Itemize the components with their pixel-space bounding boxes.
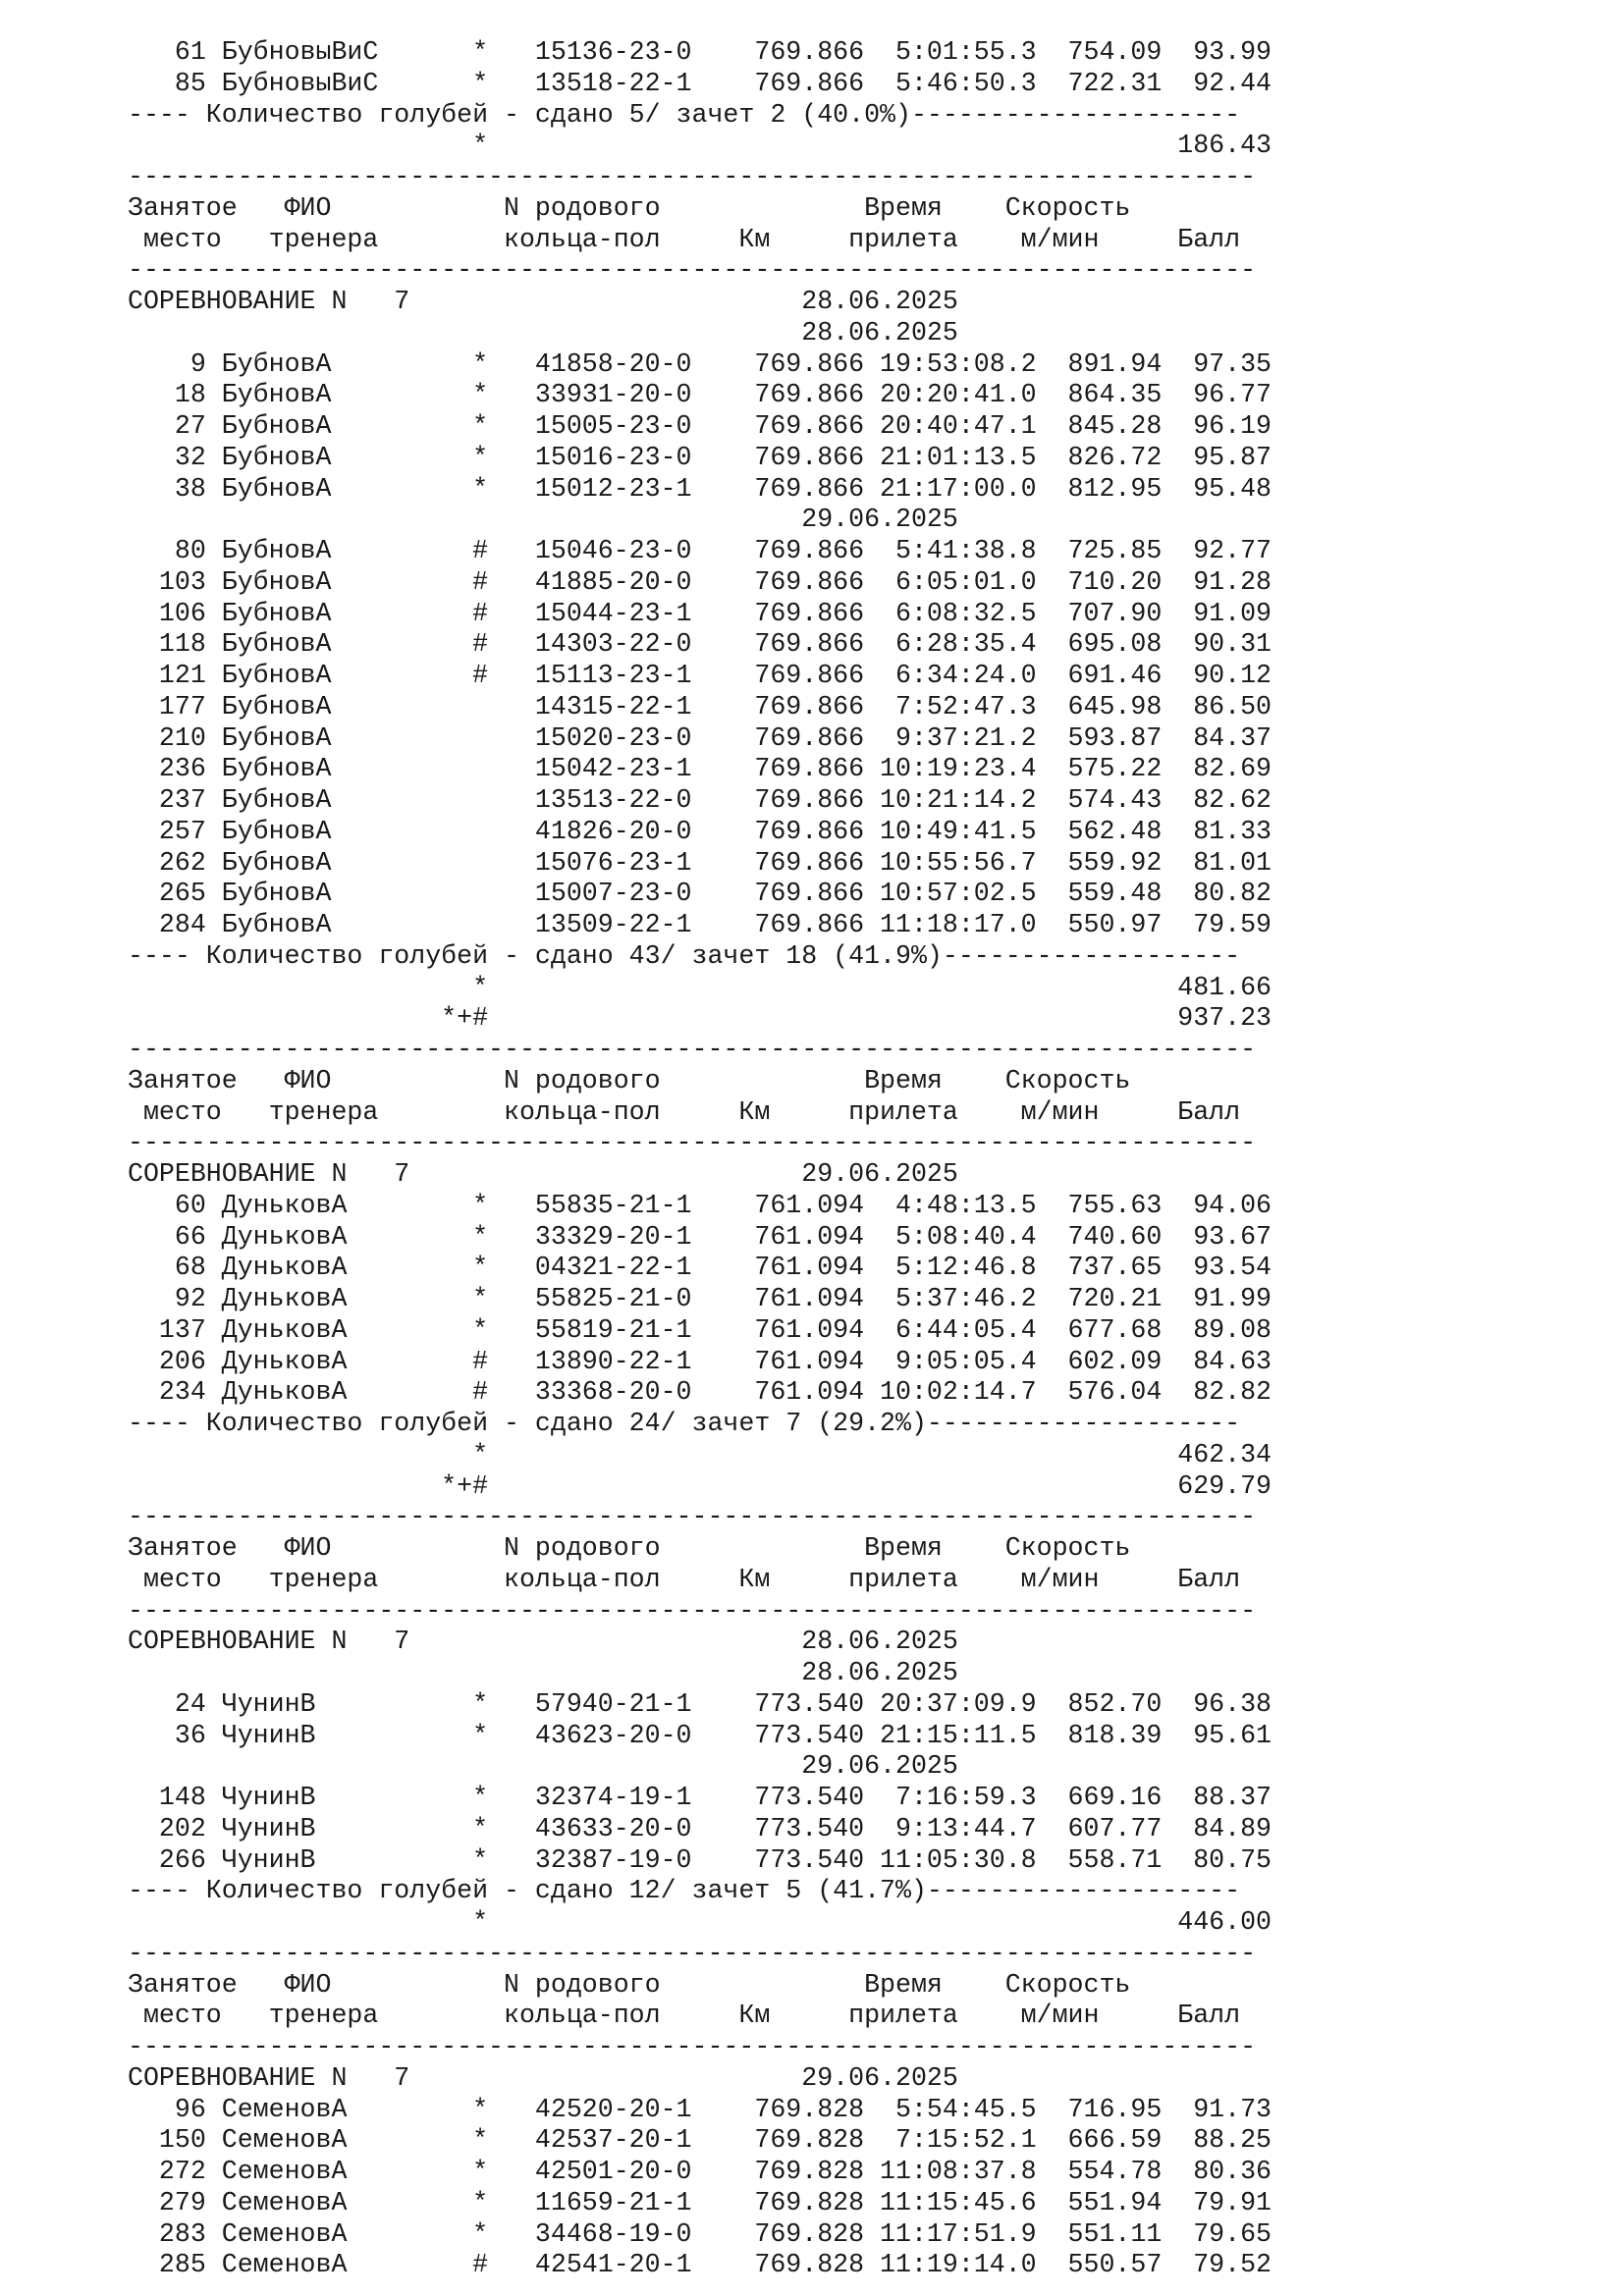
result-row: 103 БубновА # 41885-20-0 769.866 6:05:01.0 710.20 91.28 — [128, 566, 1272, 597]
competition-header-line: СОРЕВНОВАНИЕ N 7 28.06.2025 — [128, 1627, 958, 1657]
result-row: 206 ДуньковА # 13890-22-1 761.094 9:05:05.4 602.09 84.63 — [128, 1346, 1272, 1376]
result-row: 61 БубновыВиС * 15136-23-0 769.866 5:01:55.3 754.09 93.99 — [128, 37, 1272, 67]
summary-line: ---- Количество голубей - сдано 5/ зачет 2 (40.0%)--------------------- — [128, 99, 1241, 130]
result-row: 257 БубновА 41826-20-0 769.866 10:49:41.5 562.48 81.33 — [128, 816, 1272, 846]
result-row: 237 БубновА 13513-22-0 769.866 10:21:14.2 574.43 82.62 — [128, 785, 1272, 815]
result-row: 118 БубновА # 14303-22-0 769.866 6:28:35.4 695.08 90.31 — [128, 629, 1272, 660]
result-row: 9 БубновА * 41858-20-0 769.866 19:53:08.2 891.94 97.35 — [128, 348, 1272, 379]
result-row: 150 СеменовА * 42537-20-1 769.828 7:15:52.1 666.59 88.25 — [128, 2125, 1272, 2156]
result-row: 85 БубновыВиС * 13518-22-1 769.866 5:46:50.3 722.31 92.44 — [128, 68, 1272, 98]
table-header-line: Занятое ФИО N родового Время Скорость — [128, 1533, 1131, 1563]
table-header-line: место тренера кольца-пол Км прилета м/мин Балл — [128, 224, 1241, 254]
result-row: 106 БубновА # 15044-23-1 769.866 6:08:32.5 707.90 91.09 — [128, 598, 1272, 628]
competition-header-line: СОРЕВНОВАНИЕ N 7 29.06.2025 — [128, 1159, 958, 1189]
result-row: 32 БубновА * 15016-23-0 769.866 21:01:13.5 826.72 95.87 — [128, 442, 1272, 472]
result-row: 27 БубновА * 15005-23-0 769.866 20:40:47.1 845.28 96.19 — [128, 411, 1272, 441]
separator-line: ------------------------------------------------------------------------ — [128, 162, 1257, 191]
total-line: * 186.43 — [128, 131, 1272, 161]
result-row: 279 СеменовА * 11659-21-1 769.828 11:15:45.6 551.94 79.91 — [128, 2187, 1272, 2217]
total-line: * 481.66 — [128, 972, 1272, 1002]
result-row: 137 ДуньковА * 55819-21-1 761.094 6:44:05.4 677.68 89.08 — [128, 1314, 1272, 1345]
table-header-line: Занятое ФИО N родового Время Скорость — [128, 1065, 1131, 1095]
result-row: 283 СеменовА * 34468-19-0 769.828 11:17:51.9 551.11 79.65 — [128, 2218, 1272, 2249]
date-line: 29.06.2025 — [128, 1751, 958, 1782]
result-row: 210 БубновА 15020-23-0 769.866 9:37:21.2 593.87 84.37 — [128, 722, 1272, 753]
result-row: 265 БубновА 15007-23-0 769.866 10:57:02.5 559.48 80.82 — [128, 879, 1272, 909]
result-row: 38 БубновА * 15012-23-1 769.866 21:17:00.0 812.95 95.48 — [128, 473, 1272, 504]
result-row: 266 ЧунинВ * 32387-19-0 773.540 11:05:30.8 558.71 80.75 — [128, 1844, 1272, 1875]
result-row: 177 БубновА 14315-22-1 769.866 7:52:47.3 645.98 86.50 — [128, 691, 1272, 721]
separator-line: ------------------------------------------------------------------------ — [128, 2032, 1257, 2061]
separator-line: ------------------------------------------------------------------------ — [128, 1595, 1257, 1626]
summary-line: ---- Количество голубей - сдано 12/ зачет 5 (41.7%)-------------------- — [128, 1876, 1241, 1906]
result-row: 36 ЧунинВ * 43623-20-0 773.540 21:15:11.5 818.39 95.61 — [128, 1720, 1272, 1750]
result-row: 272 СеменовА * 42501-20-0 769.828 11:08:37.8 554.78 80.36 — [128, 2157, 1272, 2186]
result-row: 96 СеменовА * 42520-20-1 769.828 5:54:45.5 716.95 91.73 — [128, 2094, 1272, 2124]
result-row: 202 ЧунинВ * 43633-20-0 773.540 9:13:44.7 607.77 84.89 — [128, 1813, 1272, 1843]
separator-line: ------------------------------------------------------------------------ — [128, 1128, 1257, 1158]
summary-line: ---- Количество голубей - сдано 24/ зачет 7 (29.2%)-------------------- — [128, 1409, 1241, 1438]
summary-line: ---- Количество голубей - сдано 43/ зачет 18 (41.9%)------------------- — [128, 940, 1241, 971]
competition-header-line: СОРЕВНОВАНИЕ N 7 29.06.2025 — [128, 2062, 958, 2093]
result-row: 148 ЧунинВ * 32374-19-1 773.540 7:16:59.3 669.16 88.37 — [128, 1783, 1272, 1812]
table-header-line: место тренера кольца-пол Км прилета м/мин Балл — [128, 1096, 1241, 1127]
result-row: 262 БубновА 15076-23-1 769.866 10:55:56.7 559.92 81.01 — [128, 847, 1272, 878]
result-row: 66 ДуньковА * 33329-20-1 761.094 5:08:40.4 740.60 93.67 — [128, 1221, 1272, 1252]
results-report — [128, 37, 1272, 2281]
result-row: 80 БубновА # 15046-23-0 769.866 5:41:38.8 725.85 92.77 — [128, 536, 1272, 565]
total-line: *+# 937.23 — [128, 1003, 1272, 1034]
result-row: 236 БубновА 15042-23-1 769.866 10:19:23.4 575.22 82.69 — [128, 754, 1272, 784]
table-header-line: место тренера кольца-пол Км прилета м/мин Балл — [128, 1564, 1241, 1594]
separator-line: ------------------------------------------------------------------------ — [128, 1938, 1257, 1968]
total-line: * 446.00 — [128, 1907, 1272, 1937]
table-header-line: место тренера кольца-пол Км прилета м/мин Балл — [128, 2001, 1241, 2031]
table-header-line: Занятое ФИО N родового Время Скорость — [128, 192, 1131, 223]
date-line: 29.06.2025 — [128, 505, 958, 535]
result-row: 121 БубновА # 15113-23-1 769.866 6:34:24.0 691.46 90.12 — [128, 661, 1272, 690]
result-row: 234 ДуньковА # 33368-20-0 761.094 10:02:14.7 576.04 82.82 — [128, 1377, 1272, 1408]
result-row: 284 БубновА 13509-22-1 769.866 11:18:17.0 550.97 79.59 — [128, 910, 1272, 939]
result-row: 18 БубновА * 33931-20-0 769.866 20:20:41.0 864.35 96.77 — [128, 380, 1272, 410]
separator-line: ------------------------------------------------------------------------ — [128, 1502, 1257, 1532]
separator-line: ------------------------------------------------------------------------ — [128, 255, 1257, 286]
table-header-line: Занятое ФИО N родового Время Скорость — [128, 1969, 1131, 2000]
total-line: * 462.34 — [128, 1439, 1272, 1469]
total-line: *+# 629.79 — [128, 1470, 1272, 1501]
separator-line: ------------------------------------------------------------------------ — [128, 1035, 1257, 1064]
date-line: 28.06.2025 — [128, 1658, 958, 1687]
date-line: 28.06.2025 — [128, 317, 958, 347]
competition-header-line: СОРЕВНОВАНИЕ N 7 28.06.2025 — [128, 287, 958, 316]
result-row: 68 ДуньковА * 04321-22-1 761.094 5:12:46.8 737.65 93.54 — [128, 1253, 1272, 1283]
result-row: 24 ЧунинВ * 57940-21-1 773.540 20:37:09.9 852.70 96.38 — [128, 1688, 1272, 1719]
result-row: 60 ДуньковА * 55835-21-1 761.094 4:48:13.5 755.63 94.06 — [128, 1190, 1272, 1220]
result-row: 285 СеменовА # 42541-20-1 769.828 11:19:14.0 550.57 79.52 — [128, 2250, 1272, 2280]
result-row: 92 ДуньковА * 55825-21-0 761.094 5:37:46.2 720.21 91.99 — [128, 1284, 1272, 1313]
